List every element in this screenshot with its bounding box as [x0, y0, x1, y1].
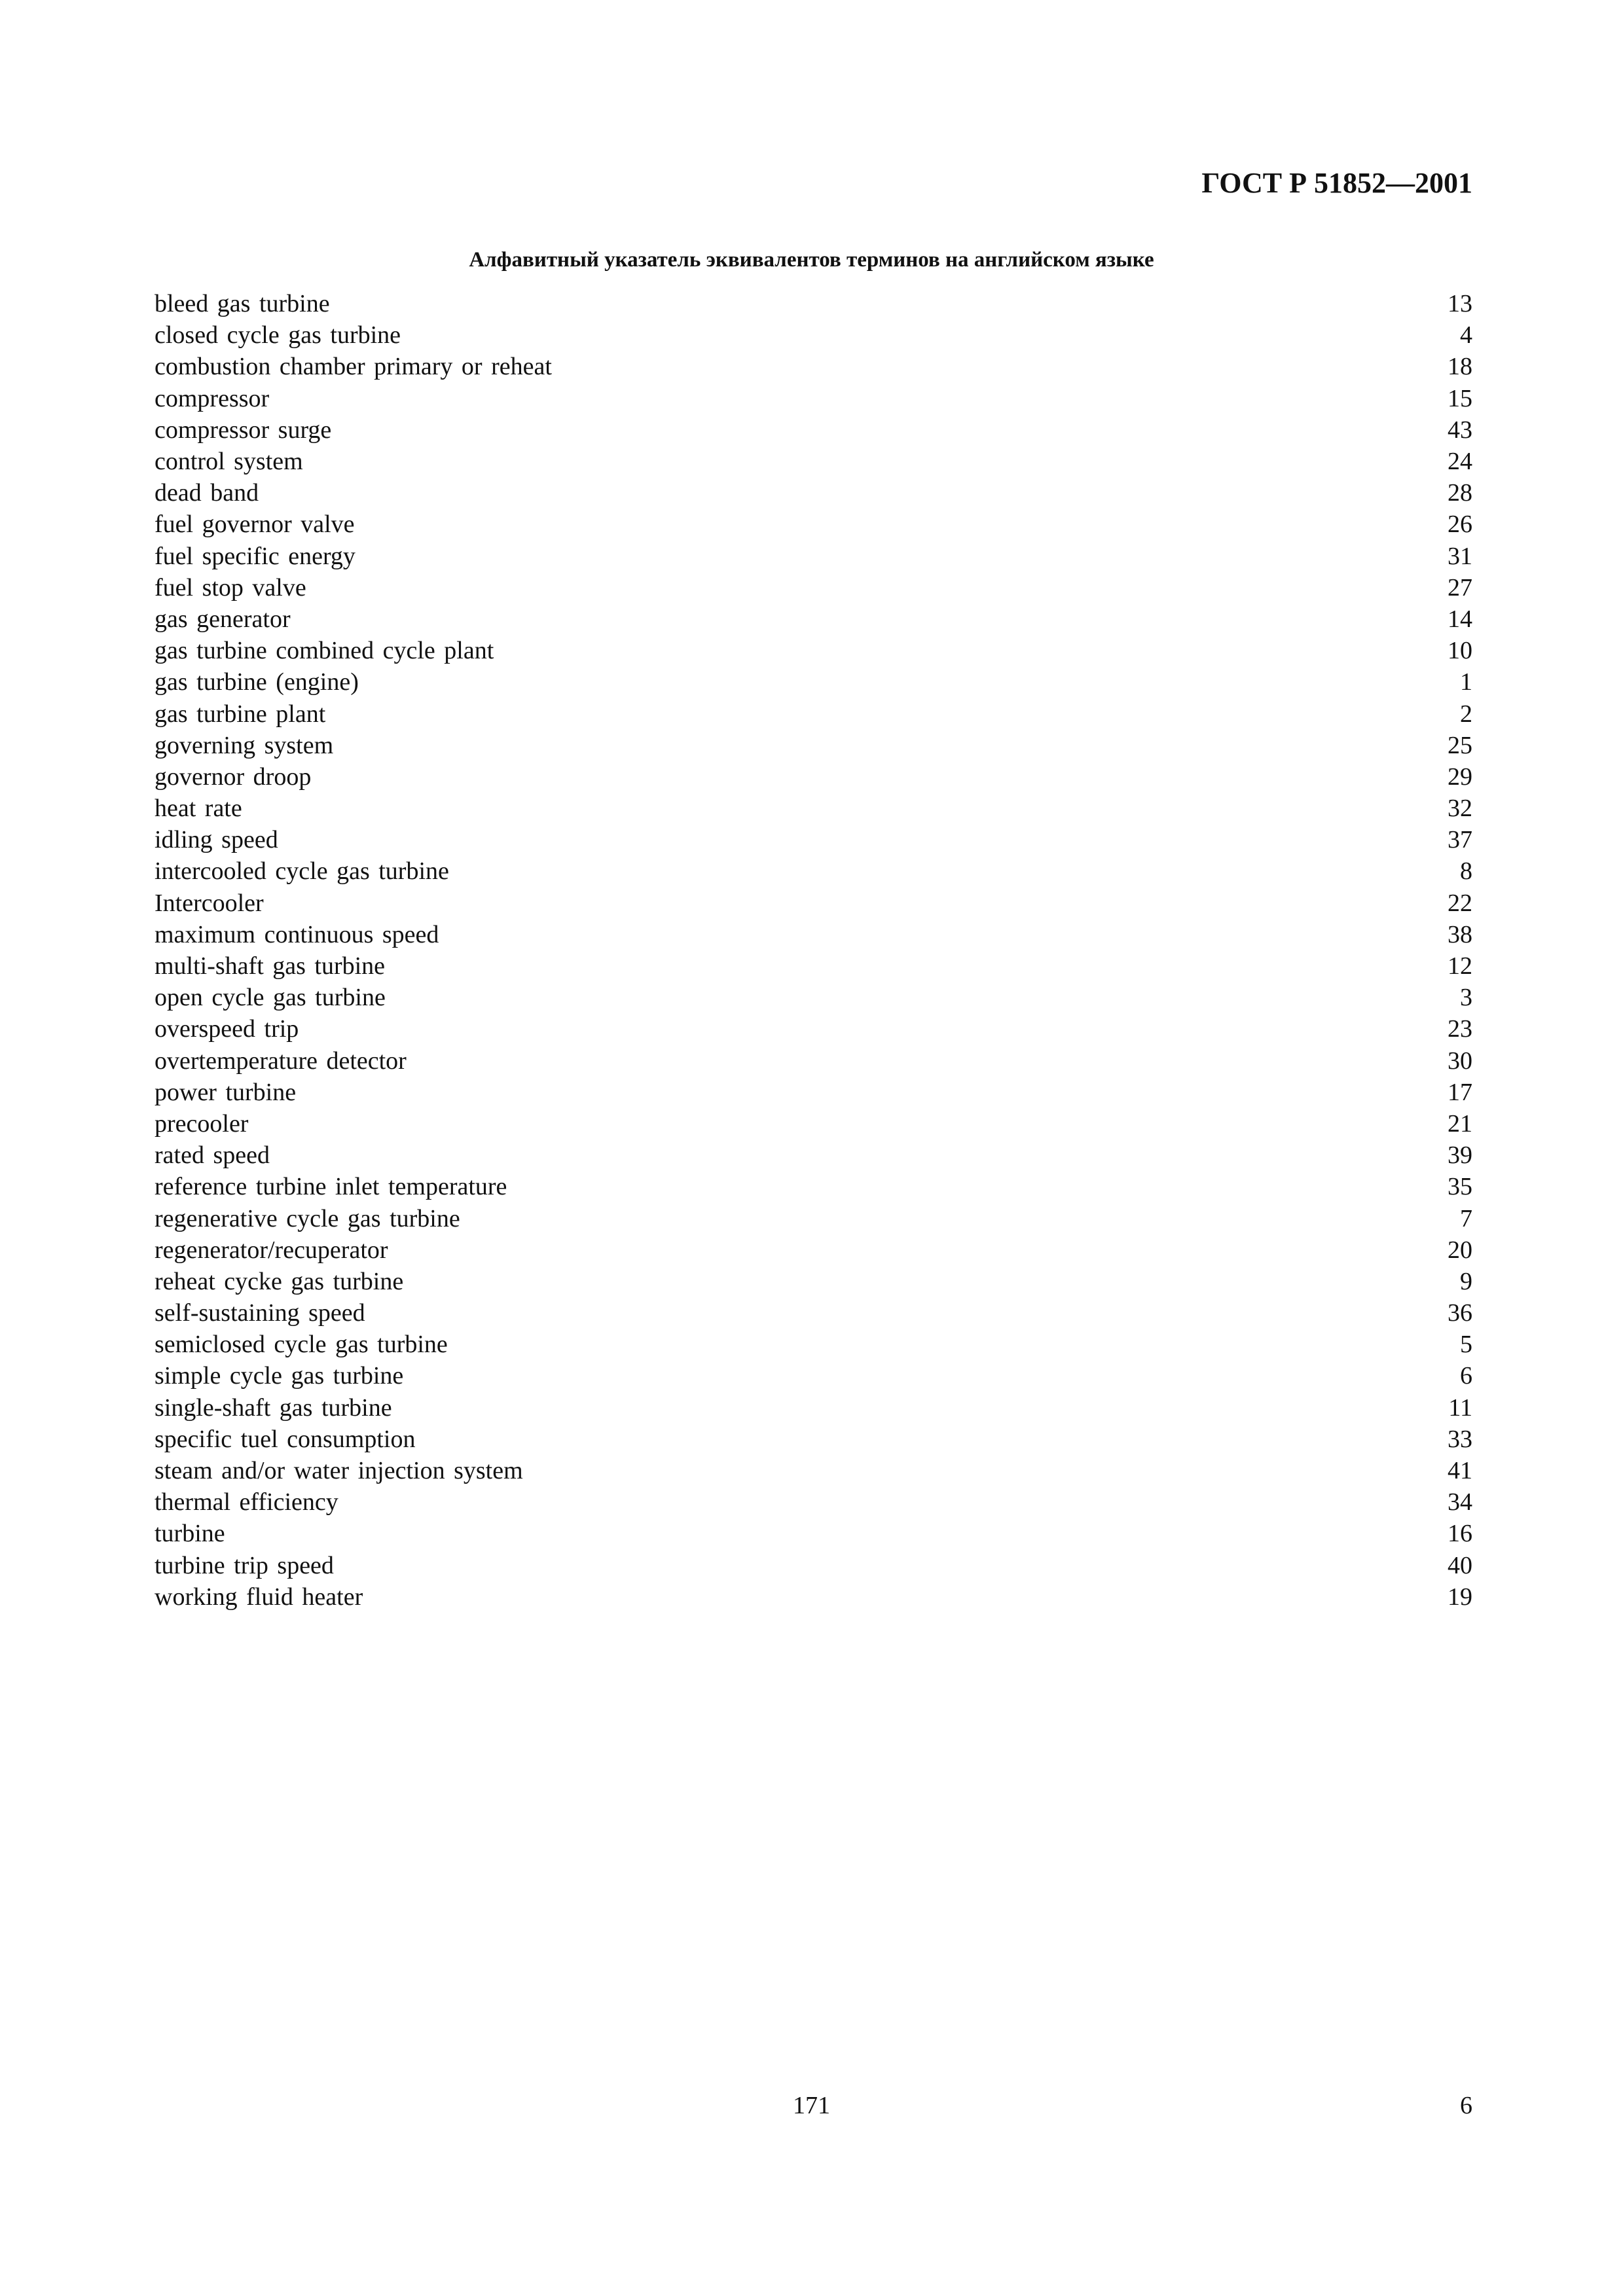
index-entry — [155, 950, 1472, 982]
index-term: regenerator/recuperator — [155, 1236, 388, 1264]
index-term: compressor — [155, 384, 270, 412]
index-ref-number: 40 — [1448, 1551, 1472, 1579]
index-ref-number: 15 — [1448, 384, 1472, 412]
index-entry — [155, 541, 1472, 572]
index-term: maximum continuous speed — [155, 920, 439, 948]
index-term: fuel specific energy — [155, 542, 356, 570]
term-index-list — [155, 288, 1472, 1613]
index-term: steam and/or water injection system — [155, 1457, 523, 1485]
index-entry — [155, 1424, 1472, 1455]
index-ref-number: 41 — [1448, 1457, 1472, 1485]
index-entry — [155, 1266, 1472, 1297]
index-term: heat rate — [155, 795, 242, 823]
index-ref-number: 30 — [1448, 1047, 1472, 1075]
index-entry — [155, 509, 1472, 540]
index-ref-number: 10 — [1448, 637, 1472, 665]
index-ref-number: 35 — [1448, 1173, 1472, 1201]
index-ref-number: 18 — [1448, 353, 1472, 381]
index-term: simple cycle gas turbine — [155, 1362, 404, 1390]
index-ref-number: 9 — [1460, 1267, 1472, 1295]
index-term: dead band — [155, 479, 259, 507]
index-ref-number: 21 — [1448, 1109, 1472, 1138]
index-term: governor droop — [155, 762, 312, 791]
sheet-number: 6 — [1460, 2092, 1472, 2119]
index-entry — [155, 1297, 1472, 1329]
index-ref-number: 39 — [1448, 1141, 1472, 1170]
index-term: gas generator — [155, 605, 291, 633]
index-ref-number: 3 — [1460, 984, 1472, 1012]
index-entry — [155, 351, 1472, 382]
index-entry — [155, 1108, 1472, 1139]
index-ref-number: 34 — [1448, 1488, 1472, 1516]
index-term: specific tuel consumption — [155, 1425, 416, 1453]
index-ref-number: 33 — [1448, 1425, 1472, 1453]
index-entry — [155, 477, 1472, 509]
index-entry — [155, 1486, 1472, 1518]
index-entry — [155, 288, 1472, 319]
index-ref-number: 37 — [1448, 826, 1472, 854]
index-entry — [155, 1234, 1472, 1266]
index-entry — [155, 1171, 1472, 1202]
index-term: semiclosed cycle gas turbine — [155, 1331, 448, 1359]
index-term: idling speed — [155, 826, 278, 854]
index-term: gas turbine combined cycle plant — [155, 637, 494, 665]
index-entry — [155, 761, 1472, 793]
index-entry — [155, 1360, 1472, 1391]
index-term: turbine trip speed — [155, 1551, 334, 1579]
index-term: gas turbine plant — [155, 700, 326, 728]
index-ref-number: 25 — [1448, 731, 1472, 759]
index-entry — [155, 919, 1472, 950]
index-term: closed cycle gas turbine — [155, 321, 401, 350]
index-term: bleed gas turbine — [155, 290, 330, 318]
index-term: overtemperature detector — [155, 1047, 407, 1075]
index-entry — [155, 603, 1472, 635]
index-title: Алфавитный указатель эквивалентов терминов на английском языке — [469, 248, 1154, 272]
index-term: governing system — [155, 731, 334, 759]
index-entry — [155, 888, 1472, 919]
index-ref-number: 36 — [1448, 1299, 1472, 1327]
index-term: power turbine — [155, 1078, 297, 1106]
index-term: working fluid heater — [155, 1583, 363, 1611]
index-entry — [155, 1077, 1472, 1108]
index-term: self-sustaining speed — [155, 1299, 365, 1327]
index-term: compressor surge — [155, 416, 332, 444]
index-term: control system — [155, 448, 303, 476]
index-term: turbine — [155, 1520, 225, 1548]
index-entry — [155, 1550, 1472, 1581]
index-ref-number: 26 — [1448, 511, 1472, 539]
index-entry — [155, 1518, 1472, 1549]
index-entry — [155, 635, 1472, 666]
index-term: Intercooler — [155, 889, 264, 917]
index-entry — [155, 1013, 1472, 1045]
index-term: fuel governor valve — [155, 511, 355, 539]
index-entry — [155, 319, 1472, 351]
index-term: reference turbine inlet temperature — [155, 1173, 507, 1201]
index-entry — [155, 666, 1472, 698]
index-entry — [155, 698, 1472, 729]
index-ref-number: 16 — [1448, 1520, 1472, 1548]
index-ref-number: 2 — [1460, 700, 1472, 728]
index-term: open cycle gas turbine — [155, 984, 386, 1012]
index-entry — [155, 1329, 1472, 1360]
index-ref-number: 43 — [1448, 416, 1472, 444]
index-entry — [155, 572, 1472, 603]
index-ref-number: 27 — [1448, 573, 1472, 601]
index-ref-number: 1 — [1460, 668, 1472, 696]
index-ref-number: 23 — [1448, 1015, 1472, 1043]
index-ref-number: 38 — [1448, 920, 1472, 948]
index-ref-number: 7 — [1460, 1204, 1472, 1232]
index-term: fuel stop valve — [155, 573, 306, 601]
index-term: single-shaft gas turbine — [155, 1393, 392, 1422]
index-ref-number: 19 — [1448, 1583, 1472, 1611]
index-entry — [155, 1202, 1472, 1234]
index-ref-number: 11 — [1448, 1393, 1472, 1422]
index-entry — [155, 446, 1472, 477]
index-entry — [155, 1139, 1472, 1171]
index-entry — [155, 1455, 1472, 1486]
index-term: overspeed trip — [155, 1015, 299, 1043]
index-ref-number: 32 — [1448, 795, 1472, 823]
index-ref-number: 17 — [1448, 1078, 1472, 1106]
index-ref-number: 13 — [1448, 290, 1472, 318]
index-ref-number: 20 — [1448, 1236, 1472, 1264]
index-ref-number: 31 — [1448, 542, 1472, 570]
index-ref-number: 12 — [1448, 952, 1472, 980]
index-entry — [155, 383, 1472, 414]
index-ref-number: 4 — [1460, 321, 1472, 350]
index-term: intercooled cycle gas turbine — [155, 857, 449, 886]
index-term: gas turbine (engine) — [155, 668, 359, 696]
index-entry — [155, 1392, 1472, 1424]
index-ref-number: 28 — [1448, 479, 1472, 507]
page-number: 171 — [793, 2092, 830, 2119]
index-entry — [155, 824, 1472, 855]
index-ref-number: 6 — [1460, 1362, 1472, 1390]
document-code: ГОСТ Р 51852—2001 — [1201, 167, 1472, 199]
index-entry — [155, 730, 1472, 761]
index-ref-number: 8 — [1460, 857, 1472, 886]
index-term: multi-shaft gas turbine — [155, 952, 386, 980]
index-entry — [155, 1581, 1472, 1613]
index-ref-number: 14 — [1448, 605, 1472, 633]
index-term: combustion chamber primary or reheat — [155, 353, 552, 381]
index-ref-number: 5 — [1460, 1331, 1472, 1359]
index-term: thermal efficiency — [155, 1488, 338, 1516]
index-ref-number: 24 — [1448, 448, 1472, 476]
index-term: regenerative cycle gas turbine — [155, 1204, 460, 1232]
index-entry — [155, 1045, 1472, 1077]
index-term: rated speed — [155, 1141, 270, 1170]
index-entry — [155, 855, 1472, 887]
index-entry — [155, 793, 1472, 824]
index-term: precooler — [155, 1109, 249, 1138]
index-term: reheat cycke gas turbine — [155, 1267, 404, 1295]
index-ref-number: 29 — [1448, 762, 1472, 791]
index-entry — [155, 414, 1472, 446]
index-ref-number: 22 — [1448, 889, 1472, 917]
index-entry — [155, 982, 1472, 1013]
